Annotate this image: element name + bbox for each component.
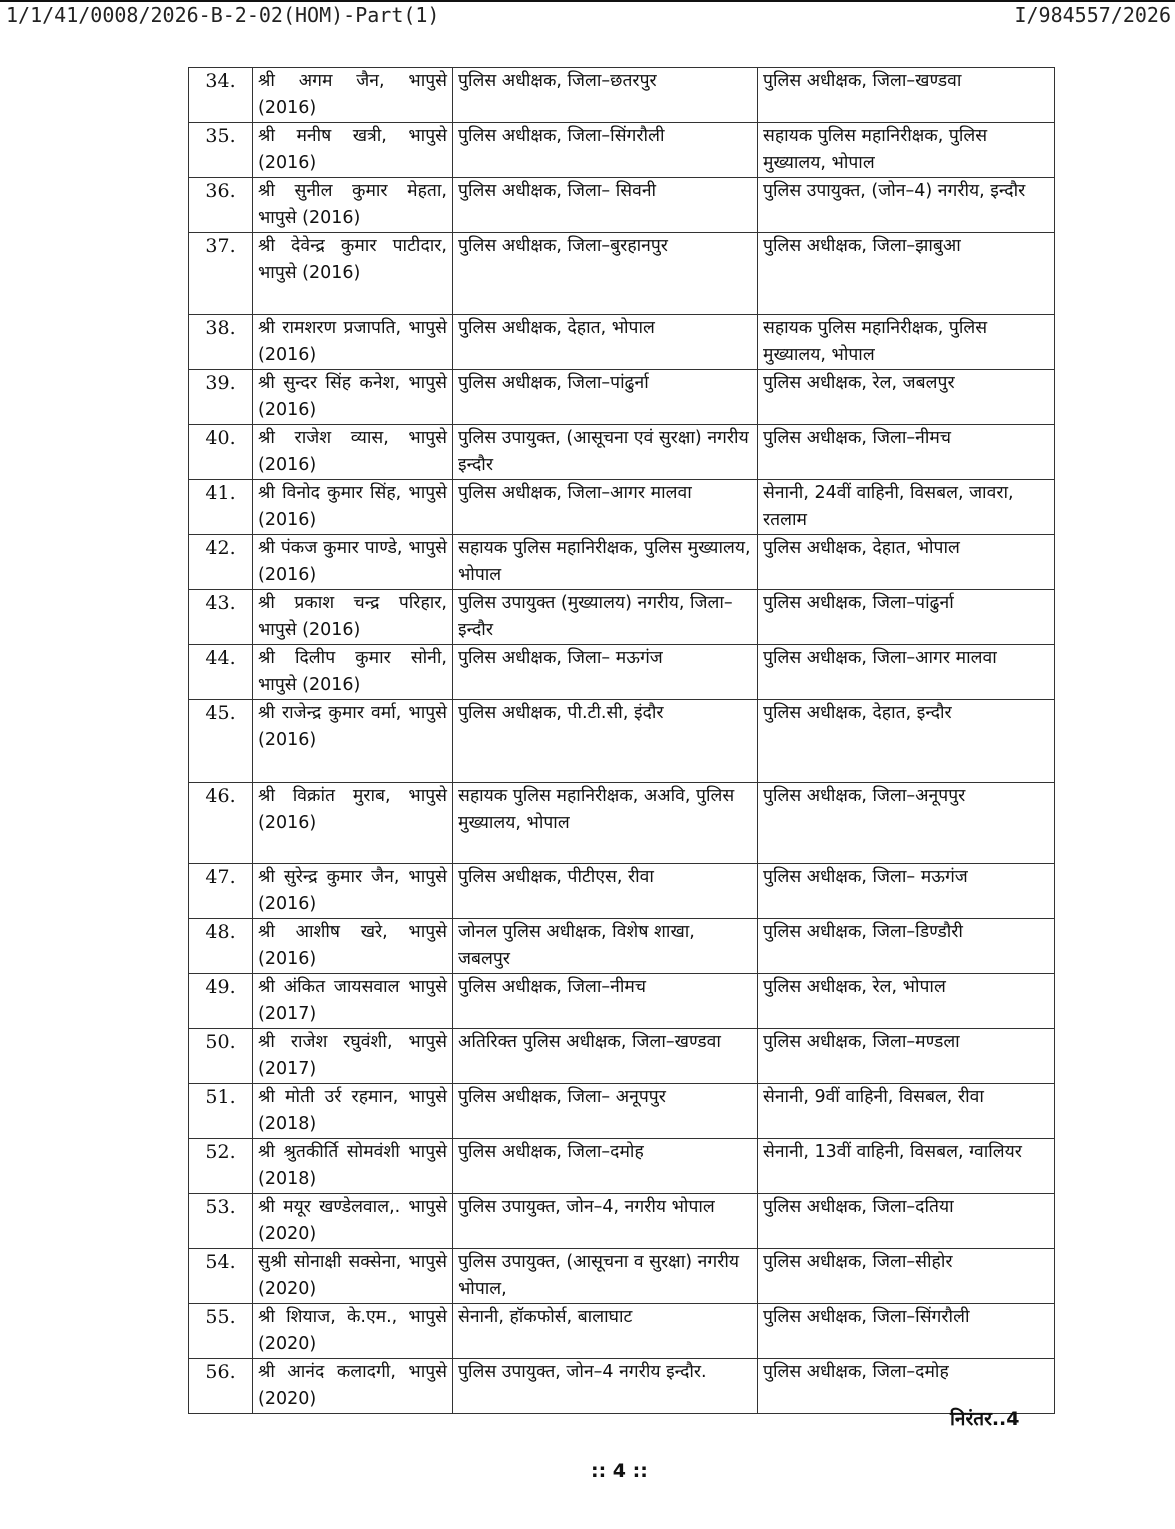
officer-name: श्री राजेन्द्र कुमार वर्मा, भापुसे (2016) [253, 700, 453, 783]
current-posting: पुलिस अधीक्षक, जिला–दमोह [453, 1139, 758, 1194]
current-posting: पुलिस उपायुक्त, (आसूचना एवं सुरक्षा) नगरीय इन्दौर [453, 425, 758, 480]
current-posting: पुलिस अधीक्षक, जिला–पांढुर्ना [453, 370, 758, 425]
table-row [189, 864, 1055, 919]
receipt-reference: I/984557/2026 [1014, 3, 1171, 27]
serial-number: 38. [189, 315, 253, 370]
officer-name: श्री देवेन्द्र कुमार पाटीदार, भापुसे (2016) [253, 233, 453, 315]
current-posting: पुलिस अधीक्षक, पी.टी.सी, इंदौर [453, 700, 758, 783]
serial-number: 44. [189, 645, 253, 700]
table-row [189, 1194, 1055, 1249]
officer-name: श्री शियाज, के.एम., भापुसे (2020) [253, 1304, 453, 1359]
document-header [0, 0, 1175, 30]
current-posting: पुलिस उपायुक्त, (आसूचना व सुरक्षा) नगरीय भोपाल, [453, 1249, 758, 1304]
officer-name: श्री सुनील कुमार मेहता, भापुसे (2016) [253, 178, 453, 233]
table-row [189, 425, 1055, 480]
new-posting: सेनानी, 24वीं वाहिनी, विसबल, जावरा, रतलाम [758, 480, 1055, 535]
new-posting: पुलिस अधीक्षक, जिला–पांढुर्ना [758, 590, 1055, 645]
new-posting: पुलिस अधीक्षक, जिला–झाबुआ [758, 233, 1055, 315]
officer-name: श्री प्रकाश चन्द्र परिहार, भापुसे (2016) [253, 590, 453, 645]
new-posting: पुलिस अधीक्षक, जिला–खण्डवा [758, 68, 1055, 123]
new-posting: पुलिस अधीक्षक, जिला– मऊगंज [758, 864, 1055, 919]
new-posting: सहायक पुलिस महानिरीक्षक, पुलिस मुख्यालय, भोपाल [758, 315, 1055, 370]
officer-name: श्री श्रुतकीर्ति सोमवंशी भापुसे (2018) [253, 1139, 453, 1194]
officer-name: श्री दिलीप कुमार सोनी, भापुसे (2016) [253, 645, 453, 700]
current-posting: सहायक पुलिस महानिरीक्षक, पुलिस मुख्यालय, भोपाल [453, 535, 758, 590]
table-row [189, 315, 1055, 370]
officer-name: श्री अगम जैन, भापुसे (2016) [253, 68, 453, 123]
table-row [189, 1029, 1055, 1084]
current-posting: सहायक पुलिस महानिरीक्षक, अअवि, पुलिस मुख्यालय, भोपाल [453, 783, 758, 864]
serial-number: 47. [189, 864, 253, 919]
officer-name: श्री आशीष खरे, भापुसे (2016) [253, 919, 453, 974]
officer-name: श्री विक्रांत मुराब, भापुसे (2016) [253, 783, 453, 864]
serial-number: 55. [189, 1304, 253, 1359]
new-posting: सेनानी, 9वीं वाहिनी, विसबल, रीवा [758, 1084, 1055, 1139]
table-row [189, 919, 1055, 974]
serial-number: 50. [189, 1029, 253, 1084]
officer-name: श्री सुरेन्द्र कुमार जैन, भापुसे (2016) [253, 864, 453, 919]
table-row [189, 645, 1055, 700]
officer-name: श्री अंकित जायसवाल भापुसे (2017) [253, 974, 453, 1029]
new-posting: पुलिस अधीक्षक, रेल, जबलपुर [758, 370, 1055, 425]
serial-number: 41. [189, 480, 253, 535]
new-posting: पुलिस अधीक्षक, जिला–दतिया [758, 1194, 1055, 1249]
serial-number: 49. [189, 974, 253, 1029]
serial-number: 39. [189, 370, 253, 425]
table-row [189, 1304, 1055, 1359]
current-posting: पुलिस उपायुक्त, जोन–4, नगरीय भोपाल [453, 1194, 758, 1249]
table-row [189, 974, 1055, 1029]
new-posting: पुलिस अधीक्षक, देहात, इन्दौर [758, 700, 1055, 783]
officer-name: श्री पंकज कुमार पाण्डे, भापुसे (2016) [253, 535, 453, 590]
table-row [189, 1249, 1055, 1304]
officer-name: श्री राजेश रघुवंशी, भापुसे (2017) [253, 1029, 453, 1084]
current-posting: पुलिस अधीक्षक, पीटीएस, रीवा [453, 864, 758, 919]
table-row [189, 370, 1055, 425]
officer-name: श्री मनीष खत्री, भापुसे (2016) [253, 123, 453, 178]
serial-number: 45. [189, 700, 253, 783]
current-posting: जोनल पुलिस अधीक्षक, विशेष शाखा, जबलपुर [453, 919, 758, 974]
current-posting: पुलिस उपायुक्त (मुख्यालय) नगरीय, जिला–इन्दौर [453, 590, 758, 645]
serial-number: 34. [189, 68, 253, 123]
serial-number: 51. [189, 1084, 253, 1139]
page-number: :: 4 :: [591, 1460, 648, 1482]
new-posting: पुलिस अधीक्षक, जिला–सिंगरौली [758, 1304, 1055, 1359]
table-row [189, 480, 1055, 535]
table-row [189, 233, 1055, 315]
transfer-table [188, 67, 1055, 1414]
officer-name: श्री राजेश व्यास, भापुसे (2016) [253, 425, 453, 480]
continued-note: निरंतर..4 [950, 1408, 1020, 1430]
table-row [189, 535, 1055, 590]
table-row [189, 123, 1055, 178]
table-row [189, 1359, 1055, 1414]
officer-name: श्री मयूर खण्डेलवाल,. भापुसे (2020) [253, 1194, 453, 1249]
officer-name: श्री रामशरण प्रजापति, भापुसे (2016) [253, 315, 453, 370]
officer-name: श्री मोती उर्र रहमान, भापुसे (2018) [253, 1084, 453, 1139]
table-row [189, 1139, 1055, 1194]
current-posting: सेनानी, हॉकफोर्स, बालाघाट [453, 1304, 758, 1359]
officer-name: श्री सुन्दर सिंह कनेश, भापुसे (2016) [253, 370, 453, 425]
serial-number: 54. [189, 1249, 253, 1304]
new-posting: सहायक पुलिस महानिरीक्षक, पुलिस मुख्यालय, भोपाल [758, 123, 1055, 178]
transfer-table-body [189, 68, 1055, 1414]
serial-number: 46. [189, 783, 253, 864]
current-posting: अतिरिक्त पुलिस अधीक्षक, जिला–खण्डवा [453, 1029, 758, 1084]
current-posting: पुलिस अधीक्षक, जिला–नीमच [453, 974, 758, 1029]
table-row [189, 178, 1055, 233]
table-row [189, 590, 1055, 645]
new-posting: पुलिस अधीक्षक, जिला–मण्डला [758, 1029, 1055, 1084]
table-row [189, 783, 1055, 864]
current-posting: पुलिस अधीक्षक, देहात, भोपाल [453, 315, 758, 370]
current-posting: पुलिस अधीक्षक, जिला–आगर मालवा [453, 480, 758, 535]
current-posting: पुलिस अधीक्षक, जिला–सिंगरौली [453, 123, 758, 178]
serial-number: 40. [189, 425, 253, 480]
new-posting: पुलिस अधीक्षक, जिला–दमोह [758, 1359, 1055, 1414]
serial-number: 43. [189, 590, 253, 645]
serial-number: 35. [189, 123, 253, 178]
new-posting: पुलिस अधीक्षक, जिला–नीमच [758, 425, 1055, 480]
table-row [189, 68, 1055, 123]
new-posting: पुलिस अधीक्षक, रेल, भोपाल [758, 974, 1055, 1029]
current-posting: पुलिस अधीक्षक, जिला–छतरपुर [453, 68, 758, 123]
serial-number: 56. [189, 1359, 253, 1414]
serial-number: 53. [189, 1194, 253, 1249]
current-posting: पुलिस अधीक्षक, जिला– सिवनी [453, 178, 758, 233]
current-posting: पुलिस अधीक्षक, जिला–बुरहानपुर [453, 233, 758, 315]
table-row [189, 700, 1055, 783]
file-reference: 1/1/41/0008/2026-B-2-02(HOM)-Part(1) [6, 3, 440, 27]
new-posting: पुलिस अधीक्षक, जिला–डिण्डौरी [758, 919, 1055, 974]
officer-name: श्री आनंद कलादगी, भापुसे (2020) [253, 1359, 453, 1414]
new-posting: पुलिस अधीक्षक, जिला–सीहोर [758, 1249, 1055, 1304]
current-posting: पुलिस अधीक्षक, जिला– मऊगंज [453, 645, 758, 700]
officer-name: सुश्री सोनाक्षी सक्सेना, भापुसे (2020) [253, 1249, 453, 1304]
header-rule [0, 0, 1175, 2]
serial-number: 52. [189, 1139, 253, 1194]
new-posting: सेनानी, 13वीं वाहिनी, विसबल, ग्वालियर [758, 1139, 1055, 1194]
current-posting: पुलिस अधीक्षक, जिला– अनूपपुर [453, 1084, 758, 1139]
serial-number: 37. [189, 233, 253, 315]
new-posting: पुलिस उपायुक्त, (जोन–4) नगरीय, इन्दौर [758, 178, 1055, 233]
new-posting: पुलिस अधीक्षक, जिला–आगर मालवा [758, 645, 1055, 700]
new-posting: पुलिस अधीक्षक, जिला–अनूपपुर [758, 783, 1055, 864]
serial-number: 42. [189, 535, 253, 590]
current-posting: पुलिस उपायुक्त, जोन–4 नगरीय इन्दौर. [453, 1359, 758, 1414]
new-posting: पुलिस अधीक्षक, देहात, भोपाल [758, 535, 1055, 590]
officer-name: श्री विनोद कुमार सिंह, भापुसे (2016) [253, 480, 453, 535]
serial-number: 48. [189, 919, 253, 974]
table-row [189, 1084, 1055, 1139]
serial-number: 36. [189, 178, 253, 233]
